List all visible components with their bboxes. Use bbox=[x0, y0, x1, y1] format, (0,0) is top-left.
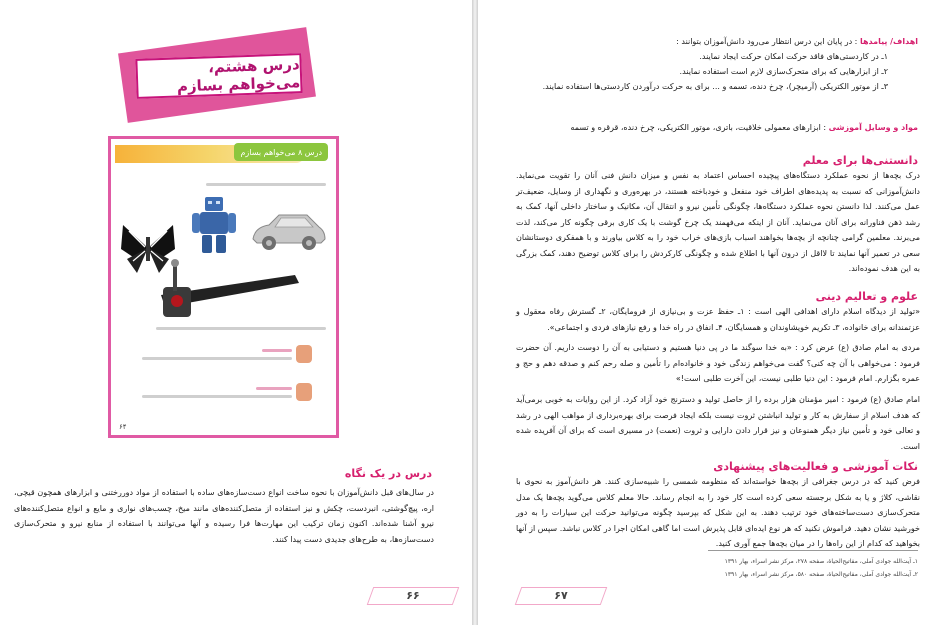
objectives-label: اهداف/ پیامدها bbox=[859, 37, 918, 46]
section-title-tips: نکات آموزشی و فعالیت‌های پیشنهادی bbox=[713, 460, 918, 473]
thumbnail-page-number: ۶۴ bbox=[119, 423, 127, 431]
footnotes bbox=[518, 555, 918, 581]
tips-paragraph: فرض کنید که در درس جغرافی از بچه‌ها خواسته‌اند که منظومه شمسی را شبیه‌سازی کنند. هر دانش‌آموز به نحوی با نقاشی، کلاژ و یا به شکل برجسته سعی کرده است کار خود را به انجام رساند. حالا معلم کلاس می‌گوید بچه‌ها یک مدل متحرک‌سازی دست‌ساخته‌های خود ترتیب دهند. به این شکل که بپرسید چگونه می‌توانید حرکت این سیارات را به دور خورشید نشان دهید. فراموش نکنید که هر نوع ایده‌ای قابل پذیرش است اما گاهی امکان اجرا در کلاس نباشد. سپس از آنها بخواهید که کدام از این راه‌ها را در میان بچه‌ها جمع آوری کنید. bbox=[516, 477, 920, 548]
section-title-religious: علوم و تعالیم دینی bbox=[815, 290, 918, 303]
thumbnail-text-line bbox=[156, 327, 326, 330]
workbook-page-thumbnail bbox=[108, 136, 339, 438]
thumbnail-text-line bbox=[142, 357, 292, 360]
religious-paragraph-2: مردی به امام صادق (ع) عرض کرد : «به خدا سوگند ما در پی دنیا هستیم و دستیابی به آن را دوست داریم. آن حضرت فرمود : می‌خواهی با آن چه کنی؟ گفت می‌خواهم زندگی خود و خانواده‌ام را تأمین و صله رحم کنم و صدقه دهم و حج و عمره بگزارم. امام فرمود : این دنیا طلبی نیست، این آخرت طلبی است!» bbox=[516, 343, 920, 383]
right-page bbox=[478, 0, 950, 625]
thumbnail-subheading-line bbox=[262, 349, 292, 352]
religious-paragraph-3: امام صادق (ع) فرمود : امیر مؤمنان هزار برده را از حاصل تولید و دسترنج خود آزاد کرد. از این روایات به خوبی برمی‌آید که هدف اسلام از سفارش به کار و تولید انباشتن ثروت نیست بلکه ایجاد فرصت برای بهره‌برداری از مواهب الهی در رشد و تعالی خود و تأمین نیاز دیگر همنوعان و نیز قرار دادن دارایی و ثروت (نعمت) در مسیری است که برای آن آفریده شده است. bbox=[516, 395, 920, 451]
footnote-divider bbox=[708, 550, 918, 551]
objectives-block bbox=[518, 34, 918, 94]
page-number-tag bbox=[370, 585, 456, 609]
section-title-overview: درس در یک نگاه bbox=[344, 467, 432, 480]
footnote: ۲ـ آیت‌الله جوادی آملی، مفاتیح‌الحیاة، صفحه ۵۸۰، مرکز نشر اسراء، بهار ۱۳۹۱ bbox=[724, 571, 918, 578]
lesson-title: درس هشتم، می‌خواهم بسازم bbox=[176, 55, 301, 96]
overview-paragraph: در سال‌های قبل دانش‌آموزان با نحوه ساخت انواع دست‌سازه‌های ساده با استفاده از مواد دوررختنی و ابزارهای همچون قیچی، اره، پیچ‌گوشتی، انبردست، چکش و نیز استفاده از متصل‌کننده‌های مانند میخ، چسب‌های نواری و مایع و انواع متصل‌کننده‌های نیرو آشنا شده‌اند. اکنون زمان ترکیب این مهارت‌ها فرا رسیده و آنها می‌توانند با استفاده از منابع نیرو و متحرک‌سازی دست‌سازه‌ها، به طرح‌های جدیدی دست پیدا کنند. bbox=[14, 488, 434, 544]
title-banner bbox=[135, 53, 302, 99]
objective-item: ۲ـ از ابزارهایی که برای متحرک‌سازی لازم است استفاده نمایند. bbox=[679, 67, 888, 76]
left-page bbox=[0, 0, 472, 625]
child-figure-icon bbox=[296, 345, 312, 363]
objectives-intro: : در پایان این درس انتظار می‌رود دانش‌آموزان بتوانند : bbox=[676, 37, 858, 46]
thumbnail-text-line bbox=[206, 183, 326, 186]
materials-label: مواد و وسایل آموزشی bbox=[828, 123, 918, 132]
thumbnail-subheading-line bbox=[256, 387, 292, 390]
thumbnail-header-label: درس ۸ می‌خواهم بسازم bbox=[234, 143, 328, 161]
page-number-tag bbox=[518, 585, 604, 609]
objective-item: ۱ـ در کاردستی‌های فاقد حرکت امکان حرکت ایجاد نمایند. bbox=[699, 52, 888, 61]
mechanical-arm-image bbox=[155, 257, 305, 321]
thumbnail-text-line bbox=[142, 395, 292, 398]
religious-paragraph-1: «تولید از دیدگاه اسلام دارای اهدافی الهی است : ۱ـ حفظ عزت و بی‌نیازی از فرومایگان، ۲ـ گسترش رفاه معقول و عزتمندانه برای خانواده، ۳ـ تکریم خویشاوندان و همسایگان، ۴ـ انفاق در راه خدا و رفع نیازهای فردی و اجتماعی». bbox=[516, 307, 921, 332]
teacher-notes-paragraph: درک بچه‌ها از نحوه عملکرد دستگاه‌های پیچیده احساس اعتماد به نفس و میزان دانش فنی آنان را تقویت می‌نماید. دانش‌آموزانی که نسبت به پدیده‌های اطراف خود منفعل و خودباخته هستند، در بهره‌وری و نگهداری از وسایل، ضعیف‌تر عمل می‌کنند. لذا دانستن نحوه عملکرد دستگاه‌ها، چگونگی تأمین نیرو و انتقال آن، مکانیک و ساختار داخلی آنها، کمک به رشد ذهن فناورانه برای آنان می‌نماید. آنان از اینکه می‌فهمند یک چرخ گوشت با یک کاری برقی چگونه کار می‌کند، لذت می‌برند. معلمین گرامی چنانچه از بچه‌ها بخواهند اسباب بازی‌های خراب خود را به کلاس بیاورند و با همفکری دوستانشان سعی در تعمیر آنها نمایند تا لااقل از درون آنها با اطلاع شده و چگونگی کارکردش را برای کلاس توضیح دهند، کمک بزرگی به این هدف نموده‌اند. bbox=[516, 171, 920, 273]
robot-model-image bbox=[191, 195, 237, 255]
page-number: ۶۷ bbox=[554, 589, 568, 602]
objective-item: ۳ـ از موتور الکتریکی (آرمیچر)، چرخ دنده، تسمه و ... برای به حرکت درآوردن کاردستی‌ها استفاده نمایند. bbox=[542, 82, 888, 91]
section-title-teacher-notes: دانستنی‌ها برای معلم bbox=[802, 154, 918, 167]
car-model-image bbox=[249, 209, 327, 253]
page-number: ۶۶ bbox=[406, 589, 420, 602]
materials-text: : ابزارهای معمولی خلاقیت، باتری، موتور الکتریکی، چرخ دنده، قرقره و تسمه bbox=[570, 123, 827, 132]
footnote: ۱ـ آیت‌الله جوادی آملی، مفاتیح‌الحیاة، صفحه ۲۷۸، مرکز نشر اسراء، بهار ۱۳۹۱ bbox=[724, 558, 918, 565]
materials-line bbox=[518, 123, 918, 132]
children-figure-icon bbox=[296, 383, 312, 401]
